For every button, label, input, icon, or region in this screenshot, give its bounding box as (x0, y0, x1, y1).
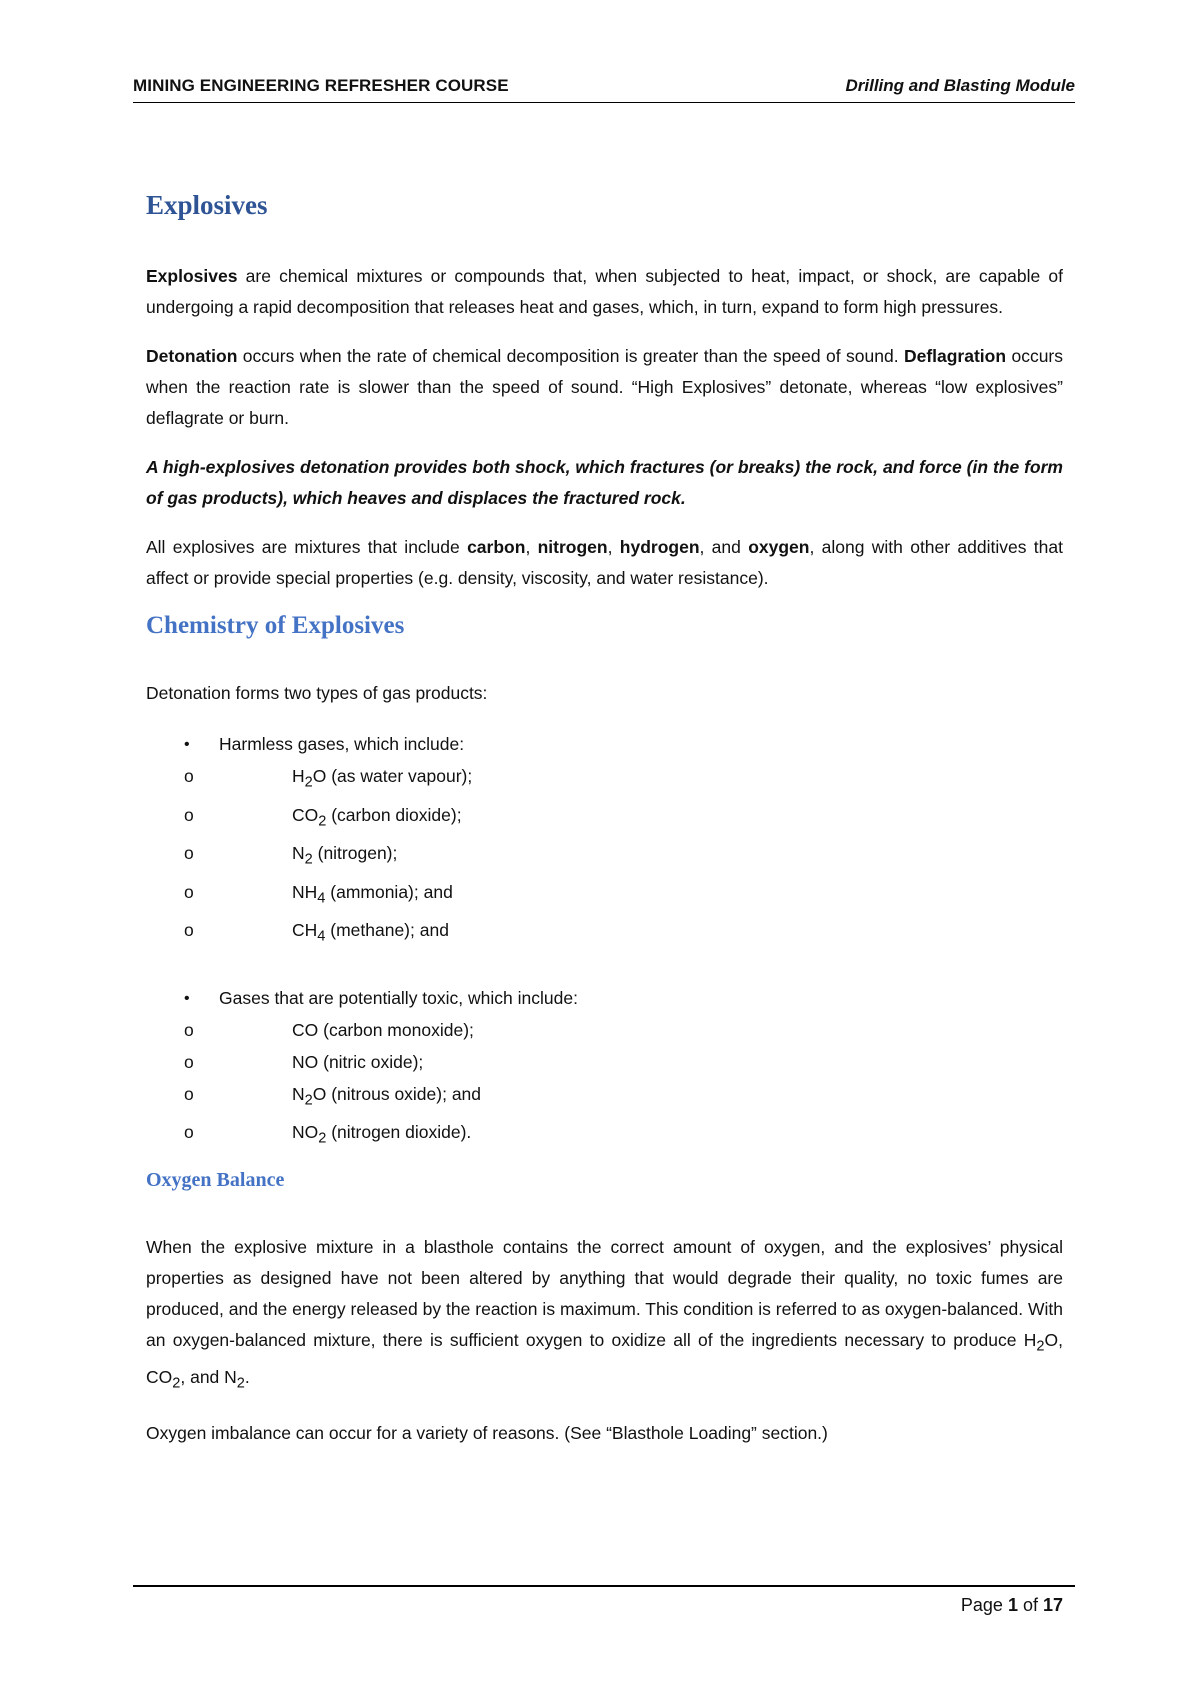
term-deflagration: Deflagration (903, 346, 1007, 366)
gas-products-list-toxic (146, 983, 1063, 1155)
bullet-icon: • (184, 989, 190, 1007)
sub-bullet-icon: o (184, 881, 194, 902)
list-item-toxic-gases: • Gases that are potentially toxic, which include: o CO (carbon monoxide); o NO (nitric oxide); o $N_2O$ (nitrous oxide); and o $NO_2$ (nitrogen dioxide). (146, 983, 1063, 1155)
page-header (133, 74, 1075, 103)
paragraph-mixtures: All explosives are mixtures that include carbon, nitrogen, hydrogen, and oxygen, along with other additives that affect or provide special properties (e.g. density, viscosity, and water resistance). (146, 537, 1063, 588)
gas-products-list (146, 729, 1063, 953)
sub-bullet-icon: o (184, 1019, 194, 1040)
sub-bullet-icon: o (184, 804, 194, 825)
list-item: o $H_2O$ (as water vapour); (219, 760, 1063, 799)
paragraph-detonation: Detonation occurs when the rate of chemical decomposition is greater than the speed of sound. Deflagration occurs when the reaction rate is slower than the speed of sound. “High Explosives” detonate, whereas “low explosives” deflagrate or burn. (146, 346, 1063, 428)
sub-bullet-icon: o (184, 843, 194, 863)
list-item: o $NO_2$ (nitrogen dioxide). (219, 1116, 1063, 1155)
paragraph-high-explosives: A high-explosives detonation provides both shock, which fractures (or breaks) the rock, and force (in the form of gas products), which heaves and displaces the fractured rock. (146, 457, 1063, 508)
heading-chemistry-of-explosives: Chemistry of Explosives (146, 612, 405, 639)
paragraph-oxygen-balanced: When the explosive mixture in a blasthole contains the correct amount of oxygen, and the explosives’ physical properties as designed have not been altered by anything that would degrade their quality, no toxic fumes are produced, and the energy released by the reaction is maximum. This condition is referred to as oxygen-balanced. With an oxygen-balanced mixture, there is sufficient oxygen to oxidize all of the ingredients necessary to produce $H_2O$, $CO_2$, and $N_2$. (146, 1236, 1063, 1392)
list-item: o $N_2O$ (nitrous oxide); and (219, 1078, 1063, 1117)
toxic-gases-list (184, 1014, 1063, 1155)
harmless-gases-list (184, 760, 1063, 953)
list-item: o $CO_2$ (carbon dioxide); (219, 799, 1063, 838)
list-item: o $CH_4$ (methane); and (219, 914, 1063, 953)
heading-oxygen-balance: Oxygen Balance (146, 1168, 285, 1191)
list-item: o NO (nitric oxide); (219, 1046, 1063, 1078)
header-module-title: Drilling and Blasting Module (845, 76, 1075, 95)
list-item: o $N_2$ (nitrogen); (219, 837, 1063, 876)
page-content (146, 190, 1063, 1467)
page-footer (133, 1585, 1075, 1615)
sub-bullet-icon: o (184, 1122, 194, 1142)
heading-explosives: Explosives (146, 190, 268, 220)
sub-bullet-icon: o (184, 920, 194, 940)
paragraph-gas-products-intro: Detonation forms two types of gas products: (146, 683, 488, 703)
sub-bullet-icon: o (184, 1051, 194, 1072)
sub-bullet-icon: o (184, 766, 194, 786)
paragraph-oxygen-imbalance: Oxygen imbalance can occur for a variety of reasons. (See “Blasthole Loading” section.) (146, 1422, 828, 1443)
paragraph-explosives-definition: Explosives are chemical mixtures or compounds that, when subjected to heat, impact, or shock, are capable of undergoing a rapid decomposition that releases heat and gases, which, in turn, expand to form high pressures. (146, 266, 1063, 317)
term-detonation: Detonation (146, 346, 238, 366)
header-course-title: MINING ENGINEERING REFRESHER COURSE (133, 76, 509, 95)
bullet-icon: • (184, 736, 190, 753)
list-item: o CO (carbon monoxide); (219, 1014, 1063, 1046)
term-explosives: Explosives (146, 266, 238, 286)
page-number: Page 1 of 17 (960, 1595, 1063, 1615)
list-item-harmless-gases: • Harmless gases, which include: o $H_2O$ (as water vapour); o $CO_2$ (carbon dioxide); o $N_2$ (nitrogen); o $NH_4$ (ammonia); and o $CH_4$ (methane); and (146, 729, 1063, 953)
sub-bullet-icon: o (184, 1083, 194, 1104)
list-item: o $NH_4$ (ammonia); and (219, 876, 1063, 915)
